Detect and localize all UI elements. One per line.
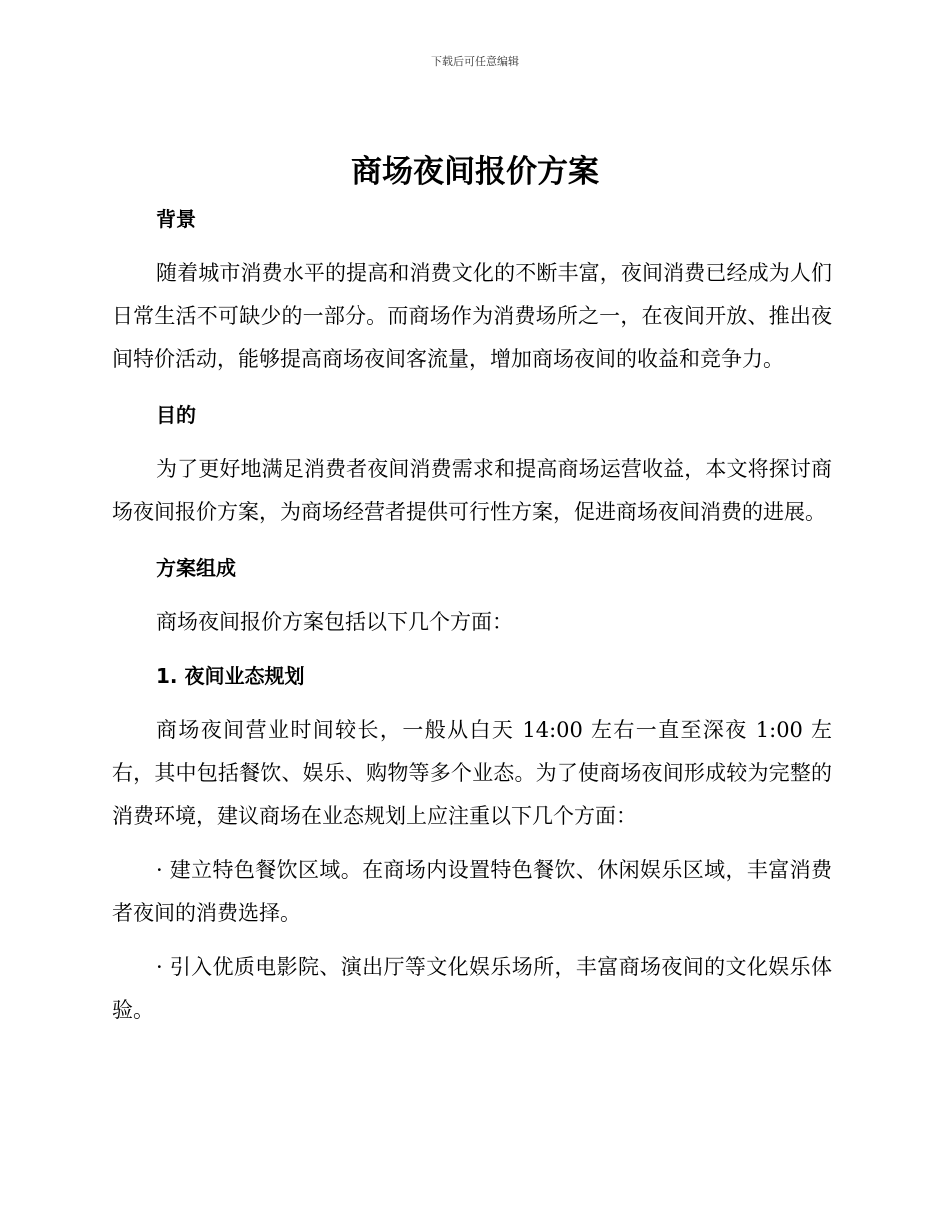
- header-note: 下载后可任意编辑: [431, 55, 519, 68]
- section-heading-planning: 1. 夜间业态规划: [156, 664, 305, 688]
- section-heading-composition: 方案组成: [156, 556, 236, 580]
- document-body: [112, 198, 832, 1032]
- paragraph-planning: 商场夜间营业时间较长，一般从白天 14:00 左右一直至深夜 1:00 左右，其中包括餐饮、娱乐、购物等多个业态。为了使商场夜间形成较为完整的消费环境，建议商场在业态规划上应注重以下几个方面：: [112, 718, 832, 828]
- section-heading-purpose: 目的: [156, 403, 196, 427]
- paragraph-composition: 商场夜间报价方案包括以下几个方面：: [156, 610, 513, 634]
- bullet-item: · 建立特色餐饮区域。在商场内设置特色餐饮、休闲娱乐区域，丰富消费者夜间的消费选择。: [112, 858, 832, 925]
- paragraph-background: 随着城市消费水平的提高和消费文化的不断丰富，夜间消费已经成为人们日常生活不可缺少的一部分。而商场作为消费场所之一，在夜间开放、推出夜间特价活动，能够提高商场夜间客流量，增加商场夜间的收益和竞争力。: [112, 261, 832, 371]
- paragraph-purpose: 为了更好地满足消费者夜间消费需求和提高商场运营收益，本文将探讨商场夜间报价方案，为商场经营者提供可行性方案，促进商场夜间消费的进展。: [112, 457, 832, 524]
- bullet-item: · 引入优质电影院、演出厅等文化娱乐场所，丰富商场夜间的文化娱乐体验。: [112, 955, 832, 1022]
- section-heading-background: 背景: [156, 207, 196, 231]
- document-title: 商场夜间报价方案: [351, 154, 599, 190]
